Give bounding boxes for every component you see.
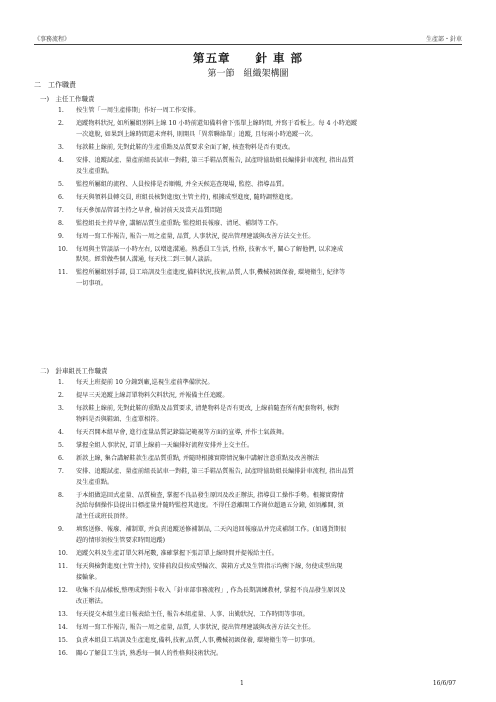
item-line: 每天與領料員轉交員, 班組長核對進度(主管主持), 根據成型進度, 隨時調整進度。 bbox=[76, 193, 297, 201]
item-text bbox=[76, 206, 460, 217]
item-line: 追蹤欠料及生產訂單欠料尾數, 准確掌握下張訂單上線時間并提報給主任。 bbox=[76, 550, 278, 557]
item-text bbox=[76, 232, 460, 243]
item-text bbox=[76, 586, 460, 608]
item-line: 提早三天追蹤上線訂單物料欠料狀況, 并報備主任追蹤。 bbox=[76, 392, 229, 399]
item-line: 追蹤物料狀況, 如所屬組別料上線 10 小時前還知備料會下張單上線時間, 并寫于看板上。每 4 小時追蹤 bbox=[76, 120, 358, 127]
item-number: 5. bbox=[58, 180, 64, 188]
item-text bbox=[76, 106, 460, 117]
header-left: 《事務流程》 bbox=[34, 36, 71, 43]
item-text bbox=[76, 378, 460, 389]
item-line: 每天召開本組早會, 進行產量品質記錄篇記範視等方面的宣導, 并作士氣鼓舞。 bbox=[76, 428, 289, 436]
item-number: 10. bbox=[58, 245, 68, 253]
item-number: 10. bbox=[58, 550, 68, 557]
chapter-title: 第五章 針 車 部 bbox=[192, 51, 303, 65]
item-line: 一次進脫, 如果到上線時間還未齊料, 則開具「異常聯絡單」追蹤, 且每兩小時追蹤一次。 bbox=[76, 130, 317, 138]
item-line: 改正辦法。 bbox=[76, 597, 107, 605]
item-line: 掌握全組人事狀況, 訂單上線前一天編排好流程安排并上交主任。 bbox=[76, 441, 254, 449]
item-text bbox=[76, 454, 460, 465]
section-subtitle: 第一節 組織架構圖 bbox=[207, 69, 289, 79]
item-number: 16. bbox=[58, 649, 68, 657]
item-line: 及生產重點。 bbox=[76, 167, 114, 175]
item-number: 6. bbox=[58, 193, 64, 201]
item-line: 負責本組員工培訓及生產進度,備料,技術,品質,人事,機械初級保養, 環境衛生等一切事項。 bbox=[76, 636, 319, 644]
item-line: 收集不良品樣板,整理成對照卡收入「針車部事務流程」, 作為長期訓練教材, 掌握不良品發生原因及 bbox=[76, 586, 346, 594]
page-date: 16/6/97 bbox=[432, 680, 456, 687]
item-text bbox=[76, 525, 460, 547]
item-number: 6. bbox=[58, 454, 64, 462]
item-number: 4. bbox=[58, 156, 64, 164]
item-text bbox=[76, 441, 460, 452]
item-line: 趕的情形須按生管要求時間追蹤) bbox=[76, 536, 166, 544]
section-heading: 二 工作職責 bbox=[34, 81, 76, 89]
item-number: 8. bbox=[58, 491, 64, 499]
item-number: 14. bbox=[58, 623, 68, 631]
item-number: 7. bbox=[58, 467, 64, 475]
item-number: 9. bbox=[58, 526, 64, 534]
item-number: 2. bbox=[58, 392, 64, 399]
item-number: 9. bbox=[58, 232, 64, 240]
item-text bbox=[76, 404, 460, 426]
item-line: 每天參加品管部主持之早會, 檢討前天及當天品質問題 bbox=[76, 206, 223, 214]
item-text bbox=[76, 119, 460, 141]
page-number: 1 bbox=[240, 680, 244, 687]
item-line: 及生產重點。 bbox=[76, 478, 114, 486]
item-text bbox=[76, 467, 460, 489]
item-line: 關心了解員工生活, 熟悉每一個人的性格與技術狀況。 bbox=[76, 649, 223, 657]
item-text bbox=[76, 636, 460, 647]
item-number: 5. bbox=[58, 441, 64, 449]
item-number: 8. bbox=[58, 219, 64, 227]
group2-heading: 二) 針車組長工作職責 bbox=[40, 367, 108, 375]
item-line: 接輪象。 bbox=[76, 573, 101, 581]
item-line: 每天提交本組生產日報表給主任, 報告本組產量、人事、出勤狀況、工作時間等事項。 bbox=[76, 610, 309, 618]
item-line: 每天上班提前 10 分鐘到廠,巡視生產前準備狀況。 bbox=[76, 379, 214, 386]
item-line: 新款上線, 集合講解鞋款生產品質重點, 并隨時根據實際情況集中講解注意重點及改善辦法 bbox=[76, 454, 319, 462]
item-line: 填寫送修、報廢、補制單, 并負責追蹤送修補制品, 二天內追回報廢品并完成補制工作。(如遇貨期很 bbox=[76, 526, 347, 534]
item-number: 7. bbox=[58, 206, 64, 214]
item-number: 4. bbox=[58, 428, 64, 436]
item-text bbox=[76, 549, 460, 560]
item-line: 默契。經常做些個人溝通, 每天找二到三個人談話。 bbox=[76, 256, 217, 264]
item-text bbox=[76, 143, 460, 154]
item-text bbox=[76, 268, 460, 290]
item-text bbox=[76, 245, 460, 267]
item-number: 13. bbox=[58, 610, 68, 618]
item-text bbox=[76, 180, 460, 191]
item-line: 監控所屬組別手部, 員工培訓及生產進度,備料狀況,技術,品質,人事,機械初級保養, 環境衛生, 紀律等 bbox=[76, 269, 346, 277]
item-line: 請主任或班長頂替。 bbox=[76, 513, 132, 521]
item-line: 況給每個操作員提出目標產量并隨時監控其進度。不得任意離開工作崗位超過五分鐘, 如須離開, 須 bbox=[76, 502, 344, 510]
group1-heading: 一) 主任工作職責 bbox=[40, 95, 95, 103]
item-line: 每款鞋上線前, 先對此鞋的生產重點及品質要求全面了解, 核查物料是否有更改。 bbox=[76, 143, 295, 151]
item-line: 每周一寫工作報告, 報告一周之產量, 品質, 人事狀況, 提出管理建議與改善方法交主任。 bbox=[76, 232, 315, 240]
item-line: 物料是否與鞋頭、生產單相符。 bbox=[76, 415, 163, 423]
item-number: 3. bbox=[58, 405, 64, 412]
item-number: 3. bbox=[58, 143, 64, 151]
item-text bbox=[76, 623, 460, 634]
item-line: 一切事項。 bbox=[76, 280, 107, 288]
item-text bbox=[76, 391, 460, 402]
item-line: 每周與主管談話一小時左右, 以增進溝通。熟悉員工生活, 性格, 技術水平, 關心了解他們, 以求達成 bbox=[76, 245, 344, 253]
item-line: 安排、追蹤試產、量產前組長試車一對鞋, 第三手鞋品質報告, 試產時協助組長編排針車流程, 指出品質 bbox=[76, 467, 354, 475]
item-text bbox=[76, 649, 460, 660]
item-line: 監控所屬組的流程、人員按排是否順暢, 并全天候巡查現場, 監控、指導品質。 bbox=[76, 180, 289, 188]
item-number: 11. bbox=[58, 269, 68, 277]
item-number: 2. bbox=[58, 120, 64, 127]
item-text bbox=[76, 428, 460, 439]
item-line: 每天與檢對進度(主管主持), 安排前段員按成型輪次、裝箱方式及生管指示均衡下線, 勿使成型出現 bbox=[76, 563, 343, 570]
item-line: 每周一寫工作報告, 報告一周之產量, 品質, 人事狀況, 提出管理建議與改善方法交主任。 bbox=[76, 623, 315, 631]
header-rule bbox=[34, 44, 462, 45]
item-number: 1. bbox=[58, 379, 64, 386]
item-line: 每款鞋上線前, 先對此鞋的重點及品質要求, 清楚物料是否有更改, 上線前隨查所有配套物料, 核對 bbox=[76, 405, 340, 412]
item-number: 1. bbox=[58, 107, 64, 114]
item-line: 安排、追蹤試產、量產前組長試車一對鞋, 第三手鞋品質報告, 試產時協助組長編排針車流程, 指出品質 bbox=[76, 156, 354, 164]
item-number: 12. bbox=[58, 586, 68, 594]
item-line: 監控組長主持早會, 講解品質生產重點; 監控組長報廢、清尾、補制等工作。 bbox=[76, 219, 282, 227]
header-right: 生產部・針車 bbox=[425, 36, 462, 43]
item-text bbox=[76, 193, 460, 204]
item-text bbox=[76, 610, 460, 621]
item-line: 按生管「一周生產排期」作好一周工作安排。 bbox=[76, 107, 200, 114]
item-number: 15. bbox=[58, 636, 68, 644]
item-text bbox=[76, 156, 460, 178]
item-number: 11. bbox=[58, 563, 68, 570]
item-text bbox=[76, 562, 460, 584]
item-text bbox=[76, 219, 460, 230]
item-text bbox=[76, 491, 460, 523]
item-line: 于本組做巡回式產量、品質檢查, 掌握不良品發生原因及改正辦法, 指導員工操作手勢。根據實際情 bbox=[76, 491, 344, 499]
